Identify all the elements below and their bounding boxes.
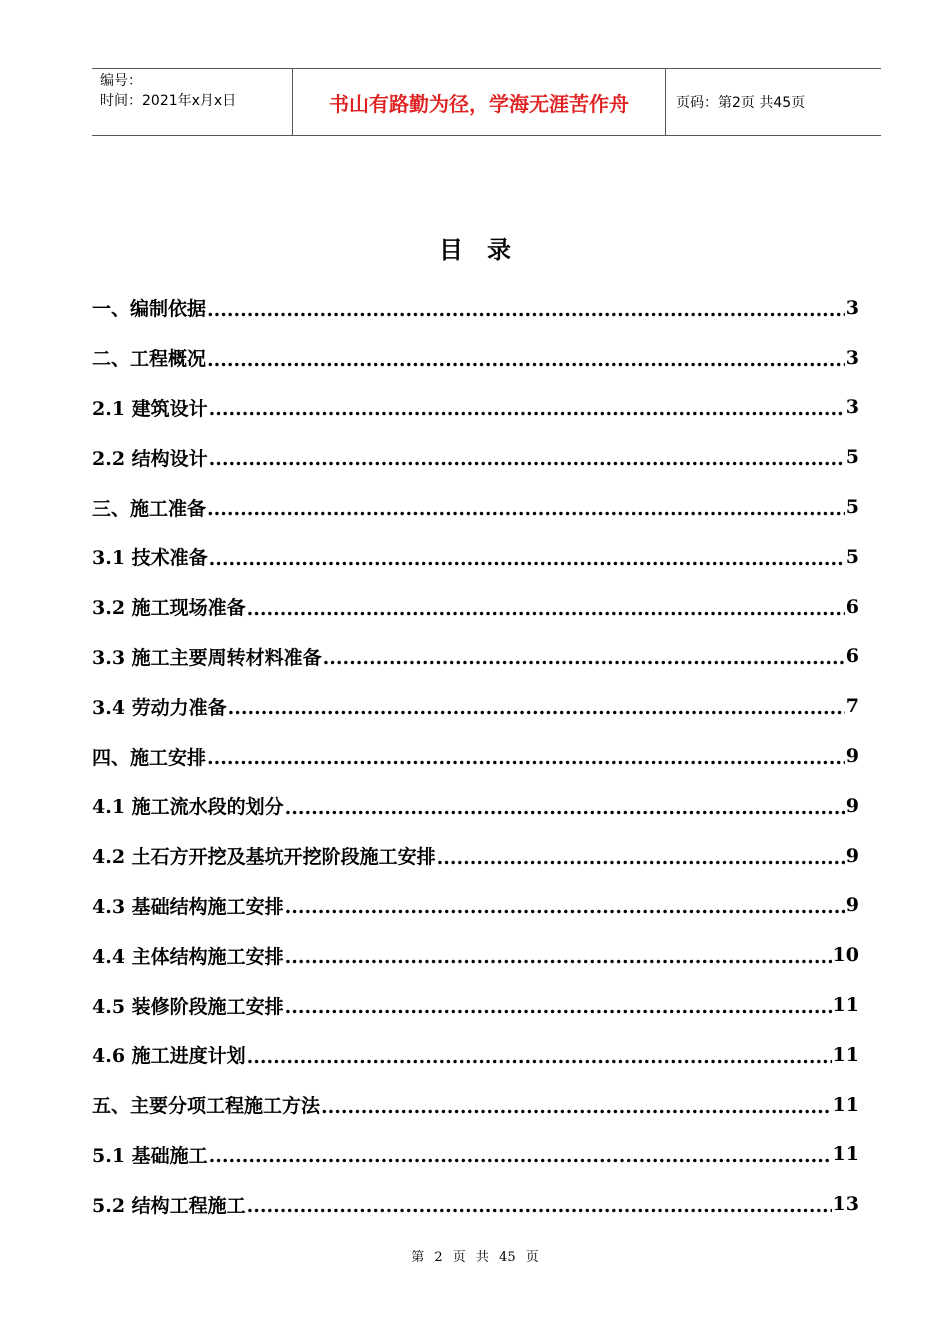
toc-leader-dots: [285, 797, 845, 819]
toc-leader-dots: [207, 747, 845, 769]
toc-entry[interactable]: [92, 1179, 859, 1229]
toc-entry-page: 9: [845, 794, 859, 817]
table-of-contents: [92, 283, 859, 1229]
toc-entry[interactable]: [92, 831, 859, 881]
toc-entry[interactable]: [92, 482, 859, 532]
toc-entry-label: 4.3 基础结构施工安排: [92, 895, 284, 918]
toc-entry-page: 3: [845, 396, 859, 419]
toc-entry-label: 2.1 建筑设计: [92, 397, 208, 420]
toc-entry-page: 6: [845, 645, 859, 668]
toc-leader-dots: [228, 697, 845, 719]
toc-leader-dots: [207, 349, 845, 371]
toc-entry[interactable]: [92, 383, 859, 433]
toc-entry-page: 11: [832, 1093, 859, 1116]
toc-entry-label: 一、编制依据: [92, 298, 207, 321]
toc-entry-page: 9: [845, 844, 859, 867]
toc-entry-label: 3.4 劳动力准备: [92, 696, 227, 719]
toc-entry-page: 11: [832, 994, 859, 1017]
toc-entry-label: 四、施工安排: [92, 746, 207, 769]
document-time: 时间：2021年x月x日: [100, 93, 237, 109]
toc-leader-dots: [285, 896, 845, 918]
toc-entry-label: 五、主要分项工程施工方法: [92, 1095, 321, 1118]
toc-entry-label: 4.5 装修阶段施工安排: [92, 995, 284, 1018]
toc-entry-page: 11: [832, 1043, 859, 1066]
toc-entry-label: 三、施工准备: [92, 497, 207, 520]
toc-leader-dots: [209, 398, 845, 420]
toc-entry-page: 9: [845, 745, 859, 768]
toc-entry-label: 3.1 技术准备: [92, 547, 208, 570]
toc-entry-page: 7: [845, 695, 859, 718]
toc-entry[interactable]: [92, 1080, 859, 1130]
toc-entry-label: 5.1 基础施工: [92, 1144, 208, 1167]
toc-entry[interactable]: [92, 980, 859, 1030]
toc-entry[interactable]: [92, 1030, 859, 1080]
toc-leader-dots: [285, 996, 832, 1018]
page-header: [92, 68, 881, 136]
header-motto: 书山有路勤为径，学海无涯苦作舟: [293, 69, 666, 135]
toc-entry-page: 11: [832, 1143, 859, 1166]
toc-entry-label: 二、工程概况: [92, 348, 207, 371]
toc-entry[interactable]: [92, 930, 859, 980]
toc-leader-dots: [247, 598, 845, 620]
header-page-info: 页码：第2页 共45页: [676, 95, 806, 111]
toc-leader-dots: [209, 1145, 832, 1167]
toc-leader-dots: [207, 498, 845, 520]
toc-entry[interactable]: [92, 781, 859, 831]
toc-leader-dots: [321, 1096, 832, 1118]
toc-entry-label: 4.6 施工进度计划: [92, 1045, 246, 1068]
toc-entry[interactable]: [92, 432, 859, 482]
toc-entry-label: 4.4 主体结构施工安排: [92, 945, 284, 968]
toc-entry[interactable]: [92, 283, 859, 333]
toc-entry-label: 4.1 施工流水段的划分: [92, 796, 284, 819]
toc-title: 目录: [439, 235, 535, 264]
toc-entry-page: 3: [845, 296, 859, 319]
toc-entry-label: 2.2 结构设计: [92, 447, 208, 470]
toc-entry-label: 3.3 施工主要周转材料准备: [92, 646, 322, 669]
toc-leader-dots: [209, 448, 845, 470]
toc-entry[interactable]: [92, 582, 859, 632]
toc-leader-dots: [247, 1195, 832, 1217]
toc-entry-page: 5: [845, 446, 859, 469]
toc-entry-label: 5.2 结构工程施工: [92, 1194, 246, 1217]
toc-entry[interactable]: [92, 731, 859, 781]
page-footer: 第 2 页 共 45 页: [411, 1250, 539, 1265]
toc-entry-page: 5: [845, 545, 859, 568]
toc-leader-dots: [207, 299, 845, 321]
toc-entry[interactable]: [92, 881, 859, 931]
header-meta: [92, 69, 293, 135]
toc-entry-page: 3: [845, 346, 859, 369]
toc-entry-page: 13: [832, 1193, 859, 1216]
toc-entry-label: 4.2 土石方开挖及基坑开挖阶段施工安排: [92, 846, 436, 869]
toc-entry-page: 5: [845, 496, 859, 519]
toc-leader-dots: [209, 548, 845, 570]
toc-entry[interactable]: [92, 333, 859, 383]
toc-entry[interactable]: [92, 532, 859, 582]
toc-entry[interactable]: [92, 632, 859, 682]
toc-leader-dots: [437, 847, 845, 869]
toc-entry[interactable]: [92, 1130, 859, 1180]
document-number: 编号：: [100, 73, 142, 89]
toc-entry[interactable]: [92, 681, 859, 731]
toc-leader-dots: [285, 946, 832, 968]
toc-leader-dots: [323, 647, 845, 669]
toc-entry-page: 10: [832, 944, 859, 967]
toc-entry-page: 6: [845, 595, 859, 618]
toc-leader-dots: [247, 1046, 832, 1068]
toc-entry-page: 9: [845, 894, 859, 917]
toc-entry-label: 3.2 施工现场准备: [92, 597, 246, 620]
